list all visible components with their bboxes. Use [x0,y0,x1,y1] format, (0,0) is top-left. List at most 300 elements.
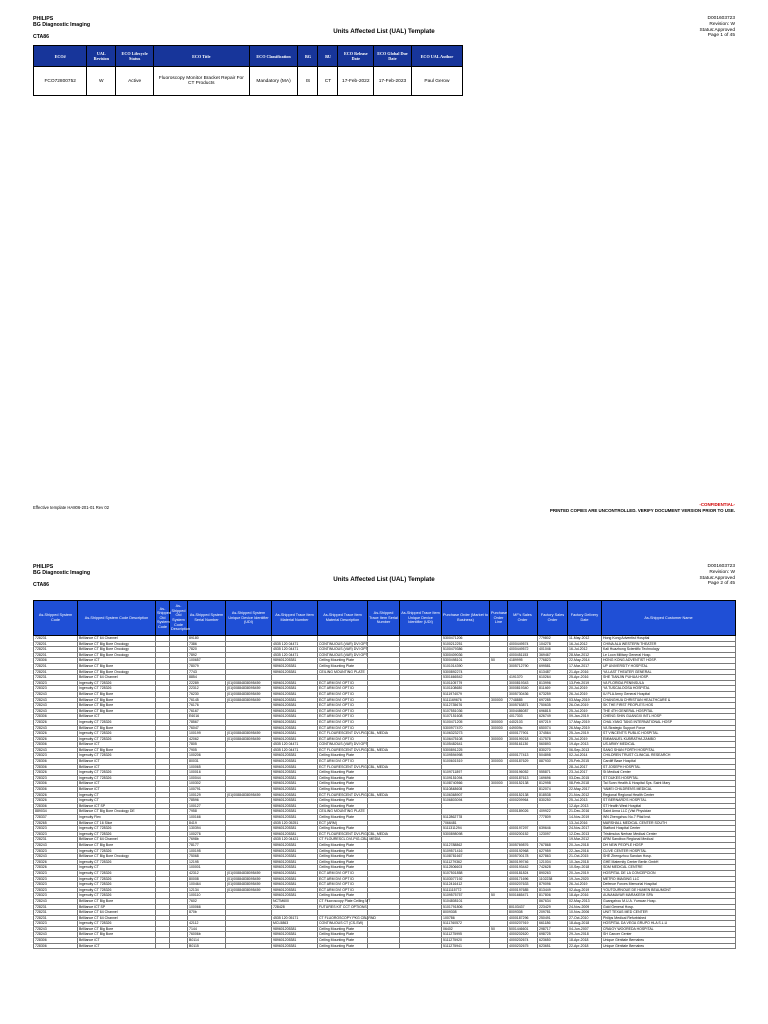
table-cell: 12-Apr-2013 [568,803,602,809]
eco-table-header [34,46,463,67]
table-cell: SK THE FIRST PEOPLE'S HOS [602,703,736,709]
eco-column-header: ECO Classification [249,46,298,67]
table-cell: 698725 [538,932,568,938]
table-cell: 811469 [538,686,568,692]
table-cell: 5111311294 [442,826,490,832]
table-cell: 4000207919 [508,921,538,927]
table-cell: 879096 [538,882,568,888]
table-cell: 100001 [188,865,226,871]
table-cell: Brilliance CT 64 Channel [78,837,156,843]
table-cell [156,943,170,949]
eco-cell: IS [298,67,318,96]
table-cell: Brilliance iCT [78,759,156,765]
table-cell: Brilliance CT Big Bore [78,898,156,904]
table-cell: Brilliance CT Big Bore [78,725,156,731]
table-cell: Ingenuity CT 728326 [78,736,156,742]
table-cell: 728201 [34,669,78,675]
table-cell: 80103437 [508,904,538,910]
table-cell: Tristimulus Nerban Medical Center [602,831,736,837]
table-cell: CEILING MOUNTING PLATE [318,809,368,815]
table-cell: ECT ARM DVI OPT ID [318,736,368,742]
table-cell: 22-Jan-2016 [568,848,602,854]
table-cell: CHAI-YANG TANG INTERNATIONAL HOSP [602,719,736,725]
table-cell: CONTINUOUS (VAR) DVI OPT [319,647,368,652]
table-cell: 18-Aug-2018 [568,921,602,927]
table-cell: VA FLORIDA PENINSULA [602,680,736,686]
table-cell: Cardiff Base Hospital [602,759,736,765]
confidential-notice [550,502,735,514]
table-cell: 300000 [490,725,508,731]
table-cell: 4000197685 [508,887,538,893]
units-column-header: As-Shipped Trace Item Material Description [318,601,368,636]
table-cell: 728306 [34,781,78,787]
table-cell: Ceiling Mounting Plate [318,943,368,949]
table-cell: 75068 [188,854,226,860]
table-cell: CHANGHUA CHRISTIAN HEALTHCARE & [602,697,736,703]
table-cell: 623651 [538,943,568,949]
table-cell: 989601205381 [272,691,318,697]
table-cell: YOUTOURNOUE DE HUMEN BEAUMONT [602,887,736,893]
table-cell: CEILING MOUNTING PLATE [318,669,368,675]
document-revision: Revision: W [709,569,735,575]
table-cell: (01)00884838095459 [226,731,272,737]
table-cell: 19-Mar-2012 [568,837,602,843]
table-cell: CONTINUOUS (VAR) DVI OPT [319,641,368,646]
table-cell: 300000 [490,736,508,742]
table-cell: Brilliance CT Big Bore [78,842,156,848]
table-cell: HONG KONG ADVENTIST HOSP. [602,658,736,664]
table-cell: Brilliance CT Big Bore Oncology [78,652,156,658]
table-cell: 12195 [188,859,226,865]
table-cell: YA TUSCALOOSA HOSPITAL [602,686,736,692]
table-cell: IU PLA Army General Hospital [602,691,736,697]
table-cell: 4000171696 [508,876,538,882]
table-cell: 18-Apr-2018 [568,938,602,944]
table-cell: Brilliance iCT [78,742,156,748]
table-cell: 369467 [538,652,568,658]
table-cell: ECT (ARM) [318,820,368,826]
table-cell: Ingenuity CT 728326 [78,753,156,759]
document-status: Status:Approved [699,575,735,581]
table-cell: 555871 [538,770,568,776]
units-column-header: Purchase Order (Market to Business) [442,601,490,636]
table-cell: Ingenuity CT 728326 [78,719,156,725]
table-cell: Ingenuity Flex [78,815,156,821]
table-cell: 26-Jul-2019 [568,882,602,888]
table-cell: ECT ARM DVI OPT ID [318,882,368,888]
table-cell: 504898 [538,753,568,759]
table-cell: 697285 [538,697,568,703]
table-cell: Ingenuity CT 728326 [78,882,156,888]
table-cell: 5109571416 [442,848,490,854]
table-cell: (01)00884838095459 [226,870,272,876]
table-cell: 300000 [490,697,508,703]
table-cell: 5103077192 [442,876,490,882]
units-column-header: Factory Sales Order [538,601,568,636]
table-cell: 728231 [34,915,78,921]
table-cell: 889034 [34,809,78,815]
eco-cell: Paul Gerow [411,67,462,96]
table-cell: 610264 [538,675,568,681]
table-cell: 25-Jul-2019 [568,708,602,714]
table-cell: 123097 [538,831,568,837]
table-cell: 19-Apr-2013 [568,742,602,748]
eco-cell: Mandatory (MA) [249,67,298,96]
table-cell: 89180 [188,636,226,642]
table-cell: 728243 [34,708,78,714]
table-cell: 5111275920 [442,938,490,944]
table-cell: Gold General Hosp. [602,904,736,910]
table-cell: ECT FLOURESCENT DVI-PIG-CBL, MEDIA [319,792,388,797]
table-cell: 728231 [34,837,78,843]
eco-column-header: ECO UAL Author [411,46,462,67]
table-cell: 16-Jul-2012 [568,647,602,653]
table-cell: Brilliance CT Big Bore [78,703,156,709]
table-cell: 28-Mar-2012 [568,652,602,658]
table-cell: Ingenuity CT 728326 [78,848,156,854]
table-cell: 449009c [508,725,538,731]
table-cell: Tai Sunn Health & Hospital Sys. Saint Mary [602,781,736,787]
table-cell: 08-Feb-2018 [568,781,602,787]
table-cell: 728306 [34,787,78,793]
table-cell: 3004486087 [508,708,538,714]
units-affected-table [33,600,736,949]
table-cell: 250491 [538,915,568,921]
table-cell: 23-Jul-2017 [568,770,602,776]
table-cell: Ceiling Mounting Plate [318,770,368,776]
table-cell: NCTM600 [272,898,318,904]
table-cell: FUTURES KIT CCT OPTIONS [319,904,367,909]
table-cell: 24-Nov-2017 [568,826,602,832]
table-cell: 409922 [538,809,568,815]
table-cell: HOSPITAL DE LA CONCEPCION [602,870,736,876]
eco-column-header: ECO Lifecycle Status [116,46,154,67]
table-cell: 728243 [34,926,78,932]
table-cell: 989601205381 [272,926,318,932]
table-cell: 21-Dec-2016 [568,809,602,815]
table-cell: Brilliance iCT SP [78,904,156,910]
table-cell: 76230 [188,691,226,697]
table-cell: 989601205381 [272,697,318,703]
eco-cell: W [87,67,116,96]
table-cell: 7892 [188,652,226,658]
table-cell: ECT FLOURESCENT DVI-PIG-CBL, MEDIA [319,764,388,769]
table-cell: 728201 [34,663,78,669]
table-cell: 7805 [188,742,226,748]
table-cell: 989601205381 [272,759,318,765]
units-column-header: As-Shipped Old System Code Description [170,601,188,636]
table-cell: EMMANUEL KUBRATHA ZAMBO [602,736,736,742]
table-cell: Ingenuity CT 728326 [78,921,156,927]
table-cell: 7698b [188,837,226,843]
table-cell: 5108740566 [442,781,490,787]
table-cell: 627959 [538,848,568,854]
table-cell: VA Strategic Support Force [602,725,736,731]
units-column-header: As-Shipped Customer Name [602,601,736,636]
table-cell: 776823 [538,658,568,664]
table-cell: Ingenuity CT 728326 [78,887,156,893]
table-cell: 728306 [34,938,78,944]
table-cell: Kali Huazhong Scientific Technology [602,647,736,653]
document-page-2 [0,548,768,1024]
table-cell: UP UNIVERSITY HOSPITAL [602,663,736,669]
table-cell: 5100479386 [442,647,490,653]
table-cell: MCL5863 [272,921,318,927]
eco-table-row [34,67,463,96]
table-cell: 5300891225 [442,747,490,753]
table-cell [226,943,272,949]
table-cell: 813449 [538,887,568,893]
table-cell: 78567 [188,719,226,725]
table-cell: ECT ARM DVI OPT ID [318,876,368,882]
table-cell: 17-Mar-2017 [568,663,602,669]
table-cell: CHINA ALA WESTERN THEATER [602,641,736,647]
table-cell: 3005730436 [508,691,538,697]
table-cell: ECT FLOURESCENT DVI-PIG-CBL, MEDIA [319,831,388,836]
table-cell: 300000 [490,719,508,725]
table-cell: 25-Apr-2016 [568,675,602,681]
units-column-header: As-Shipped System Code Description [78,601,156,636]
table-cell: 3005712790 [508,663,538,669]
table-cell: 50 [490,926,508,932]
table-cell: ECT ARM DVI OPT ID [318,714,368,720]
table-cell: 1102238 [538,876,568,882]
table-cell: 5107151608 [442,714,490,720]
table-cell: 7820 [188,647,226,653]
table-cell: 5107501858 [442,870,490,876]
table-cell: Ingenuity CT [78,798,156,804]
table-cell: Ceiling Mounting Plate [318,932,368,938]
table-cell: 26-Jul-2019 [568,691,602,697]
table-cell: 728323 [34,680,78,686]
table-cell: 17-May-2019 [568,719,602,725]
table-cell: 76145 [188,697,226,703]
table-cell: 417578 [538,736,568,742]
table-cell: 22-May-2017 [568,787,602,793]
table-cell: 26-Oct-2019 [568,703,602,709]
table-cell: 728231 [34,904,78,910]
table-cell: E6016 [188,714,226,720]
table-cell: Hong Kong Adventist Hospital [602,636,736,642]
table-cell: 19-Jun-2020 [568,876,602,882]
units-column-header: As-Shipped Trace Item Serial Number [368,601,400,636]
table-cell: 25-Feb-2015 [568,759,602,765]
table-cell: 4535 120 04471 [272,747,318,753]
table-cell: 728306 [34,714,78,720]
table-cell: 5112788862 [442,842,490,848]
table-cell: 21-Apr-2016 [568,669,602,675]
table-cell: 989601205381 [272,865,318,871]
table-cell: ST VINCENT'S PUBLIC HOSPITAL [602,731,736,737]
table-cell: 989601205381 [272,787,318,793]
table-cell [490,943,508,949]
table-cell: 5100601519 [442,759,490,765]
eco-column-header: UAL Revision [87,46,116,67]
table-cell: 130394 [188,826,226,832]
table-cell: 12134 [188,887,226,893]
table-cell: 989601205381 [272,803,318,809]
table-cell: 989601205381 [272,882,318,888]
table-cell: 699581 [538,663,568,669]
table-cell: Ceiling Mounting Plate [318,865,368,871]
table-cell: 613487 [538,669,568,675]
table-cell: 100786 [442,915,490,921]
table-cell: Ceiling Mounting Plate [318,842,368,848]
table-cell: Ingenuity CT 728326 [78,775,156,781]
table-cell: 728323 [34,870,78,876]
table-cell: 989601205381 [272,770,318,776]
table-cell: 5300898098 [442,831,490,837]
table-cell: (01)00884838095459 [226,686,272,692]
table-cell: 10-Nov-2006 [568,910,602,916]
table-cell: 5001446601 [508,926,538,932]
table-cell: Ingenuity CT 728326 [78,893,156,899]
table-cell: 989601205381 [272,764,318,770]
table-cell: Brilliance CT Big Bore [78,747,156,753]
table-cell: 100464 [188,882,226,888]
table-cell: 24-Nov-2009 [568,904,602,910]
document-title: Units Affected List (UAL) Template [333,576,435,583]
table-cell: 4000187296 [508,915,538,921]
table-cell: Ceiling Mounting Plate [318,848,368,854]
table-cell: 989601205381 [272,854,318,860]
table-cell: 100657 [188,658,226,664]
table-cell: 300000 [490,759,508,765]
table-cell: 989601205381 [272,876,318,882]
units-column-header: As-Shipped System Serial Number [188,601,226,636]
table-cell: 728243 [34,842,78,848]
table-cell: ECT FLOURESCENT DVI-PIG-CBL, MEDIA [319,747,388,752]
table-cell: 989601205381 [272,932,318,938]
table-cell: ECT ARM DVI OPT ID [318,708,368,714]
table-cell: CONTINUOUS (VAR) DVI OPT [319,652,368,657]
table-cell: 04-Jun-2007 [568,926,602,932]
table-cell: 80031 [188,759,226,765]
document-code: CTA86 [33,581,50,588]
table-cell: Ceiling Mounting Plate [318,787,368,793]
table-cell: Saint Anna LLC (Vist Physician [602,809,736,815]
table-cell: 4535 120 05171 [272,915,318,921]
eco-cell: Fluoroscopy Monitor Bracket Repair For CT Products [154,67,250,96]
confidential-label: -CONFIDENTIAL- [699,502,735,507]
table-cell: CT FLUOROSCOPY PKG CBL RND [319,915,376,920]
table-cell: 7602 [188,898,226,904]
table-cell: (01)00884838095459 [226,691,272,697]
table-cell: ECT ARM DVI OPT ID [318,703,368,709]
table-cell: 728306 [34,764,78,770]
table-cell: 989601205381 [272,842,318,848]
table-cell: 26-May-2019 [568,725,602,731]
table-cell: SANG SHAN FORTH HOSPITAL [602,747,736,753]
table-cell: 3005763871 [508,703,538,709]
table-cell: Ceiling Mounting Plate [318,893,368,899]
table-cell: CONTINUOUS (VAR) DVI OPT [319,742,368,747]
table-cell: Brilliance CT Big Bore [78,663,156,669]
table-cell: 3005161130 [508,742,538,748]
eco-column-header: BU [318,46,338,67]
document-status: Status:Approved [699,27,735,33]
table-cell: 50 [490,658,508,664]
table-cell: 100166 [188,815,226,821]
table-cell: CT FLOURESCL DVI-PIG-CBL, MEDIA [319,837,381,842]
table-cell: 867634 [538,898,568,904]
table-cell: 4535 120 04471 [272,652,318,658]
table-cell: 830270 [538,747,568,753]
table-cell: 20-Jul-2019 [568,686,602,692]
table-cell: 4000189026 [508,809,538,815]
table-cell: 78177 [188,842,226,848]
table-cell: B0115 [188,943,226,949]
table-cell: CRAIGY WOOREDA HOSPITAL [602,926,736,932]
table-cell: 76047 [188,725,226,731]
table-cell: 100129 [188,792,226,798]
table-cell: 812998 [538,781,568,787]
table-cell: Brilliance CT 64 Channel [78,675,156,681]
table-cell: MARSHALL MEDICAL CENTER SOUTH [602,820,736,826]
table-cell: 989601205381 [272,859,318,865]
table-cell: 10-Sep-2018 [568,865,602,871]
table-cell: (01)00884838095459 [226,792,272,798]
table-cell: 18-Apr-2016 [568,893,602,899]
table-cell: 5106323273 [442,731,490,737]
table-cell: 560893 [538,742,568,748]
table-cell: Brilliance iCT [78,714,156,720]
table-cell: 5112862778 [442,815,490,821]
units-column-header: As-Shipped System Unique Device Identifier (UDI) [226,601,272,636]
table-cell: 989601205381 [272,938,318,944]
table-cell: 830250 [538,798,568,804]
table-cell: Brilliance CT 64 Channel [78,636,156,642]
table-cell: US ARMY MEDICAL [602,742,736,748]
table-cell: 4189995 [508,658,538,664]
table-cell: St Medical Center [602,770,736,776]
table-cell: 5112735676 [442,703,490,709]
table-cell: Ceiling Mounting Plate [318,859,368,865]
table-cell: 06402 [442,926,490,932]
document-meta [700,16,735,39]
table-cell: Brilliance CT Big Bore Oncology [78,641,156,647]
table-cell: 989601205381 [272,658,318,664]
table-row [34,943,736,949]
table-cell: 989601205381 [272,669,318,675]
table-cell: 728323 [34,882,78,888]
table-cell: 22312 [188,686,226,692]
units-column-header: MF's Sales Order [508,601,538,636]
table-cell: Brilliance CT Big Bore [78,691,156,697]
table-cell: Brilliance CT Big Bore [78,708,156,714]
table-cell: 76167 [188,708,226,714]
table-cell: 5111169676 [442,697,490,703]
table-cell: 728326 [34,865,78,871]
table-cell: Brilliance iCT SP [78,803,156,809]
table-cell: 8009308 [508,910,538,916]
table-cell [368,943,400,949]
table-cell: 697219 [538,719,568,725]
table-cell: Brilliance CT Big Bore [78,697,156,703]
table-cell: 11-May-2012 [568,636,602,642]
table-cell: Brilliance CT Big Bore Oncology [78,854,156,860]
table-cell: 989601205381 [272,714,318,720]
table-cell: 20-Jun-2018 [568,842,602,848]
table-cell: (01)00884838095459 [226,697,272,703]
table-cell: 728306 [34,742,78,748]
table-cell: Brilliance CT 64 Channel [78,915,156,921]
table-cell: 5300498101 [442,658,490,664]
table-cell: SDM MEDICAL CENTRE [602,865,736,871]
eco-column-header: ECO# [34,46,87,67]
table-cell: 5100212251 [442,641,490,647]
table-cell: 728201 [34,641,78,647]
